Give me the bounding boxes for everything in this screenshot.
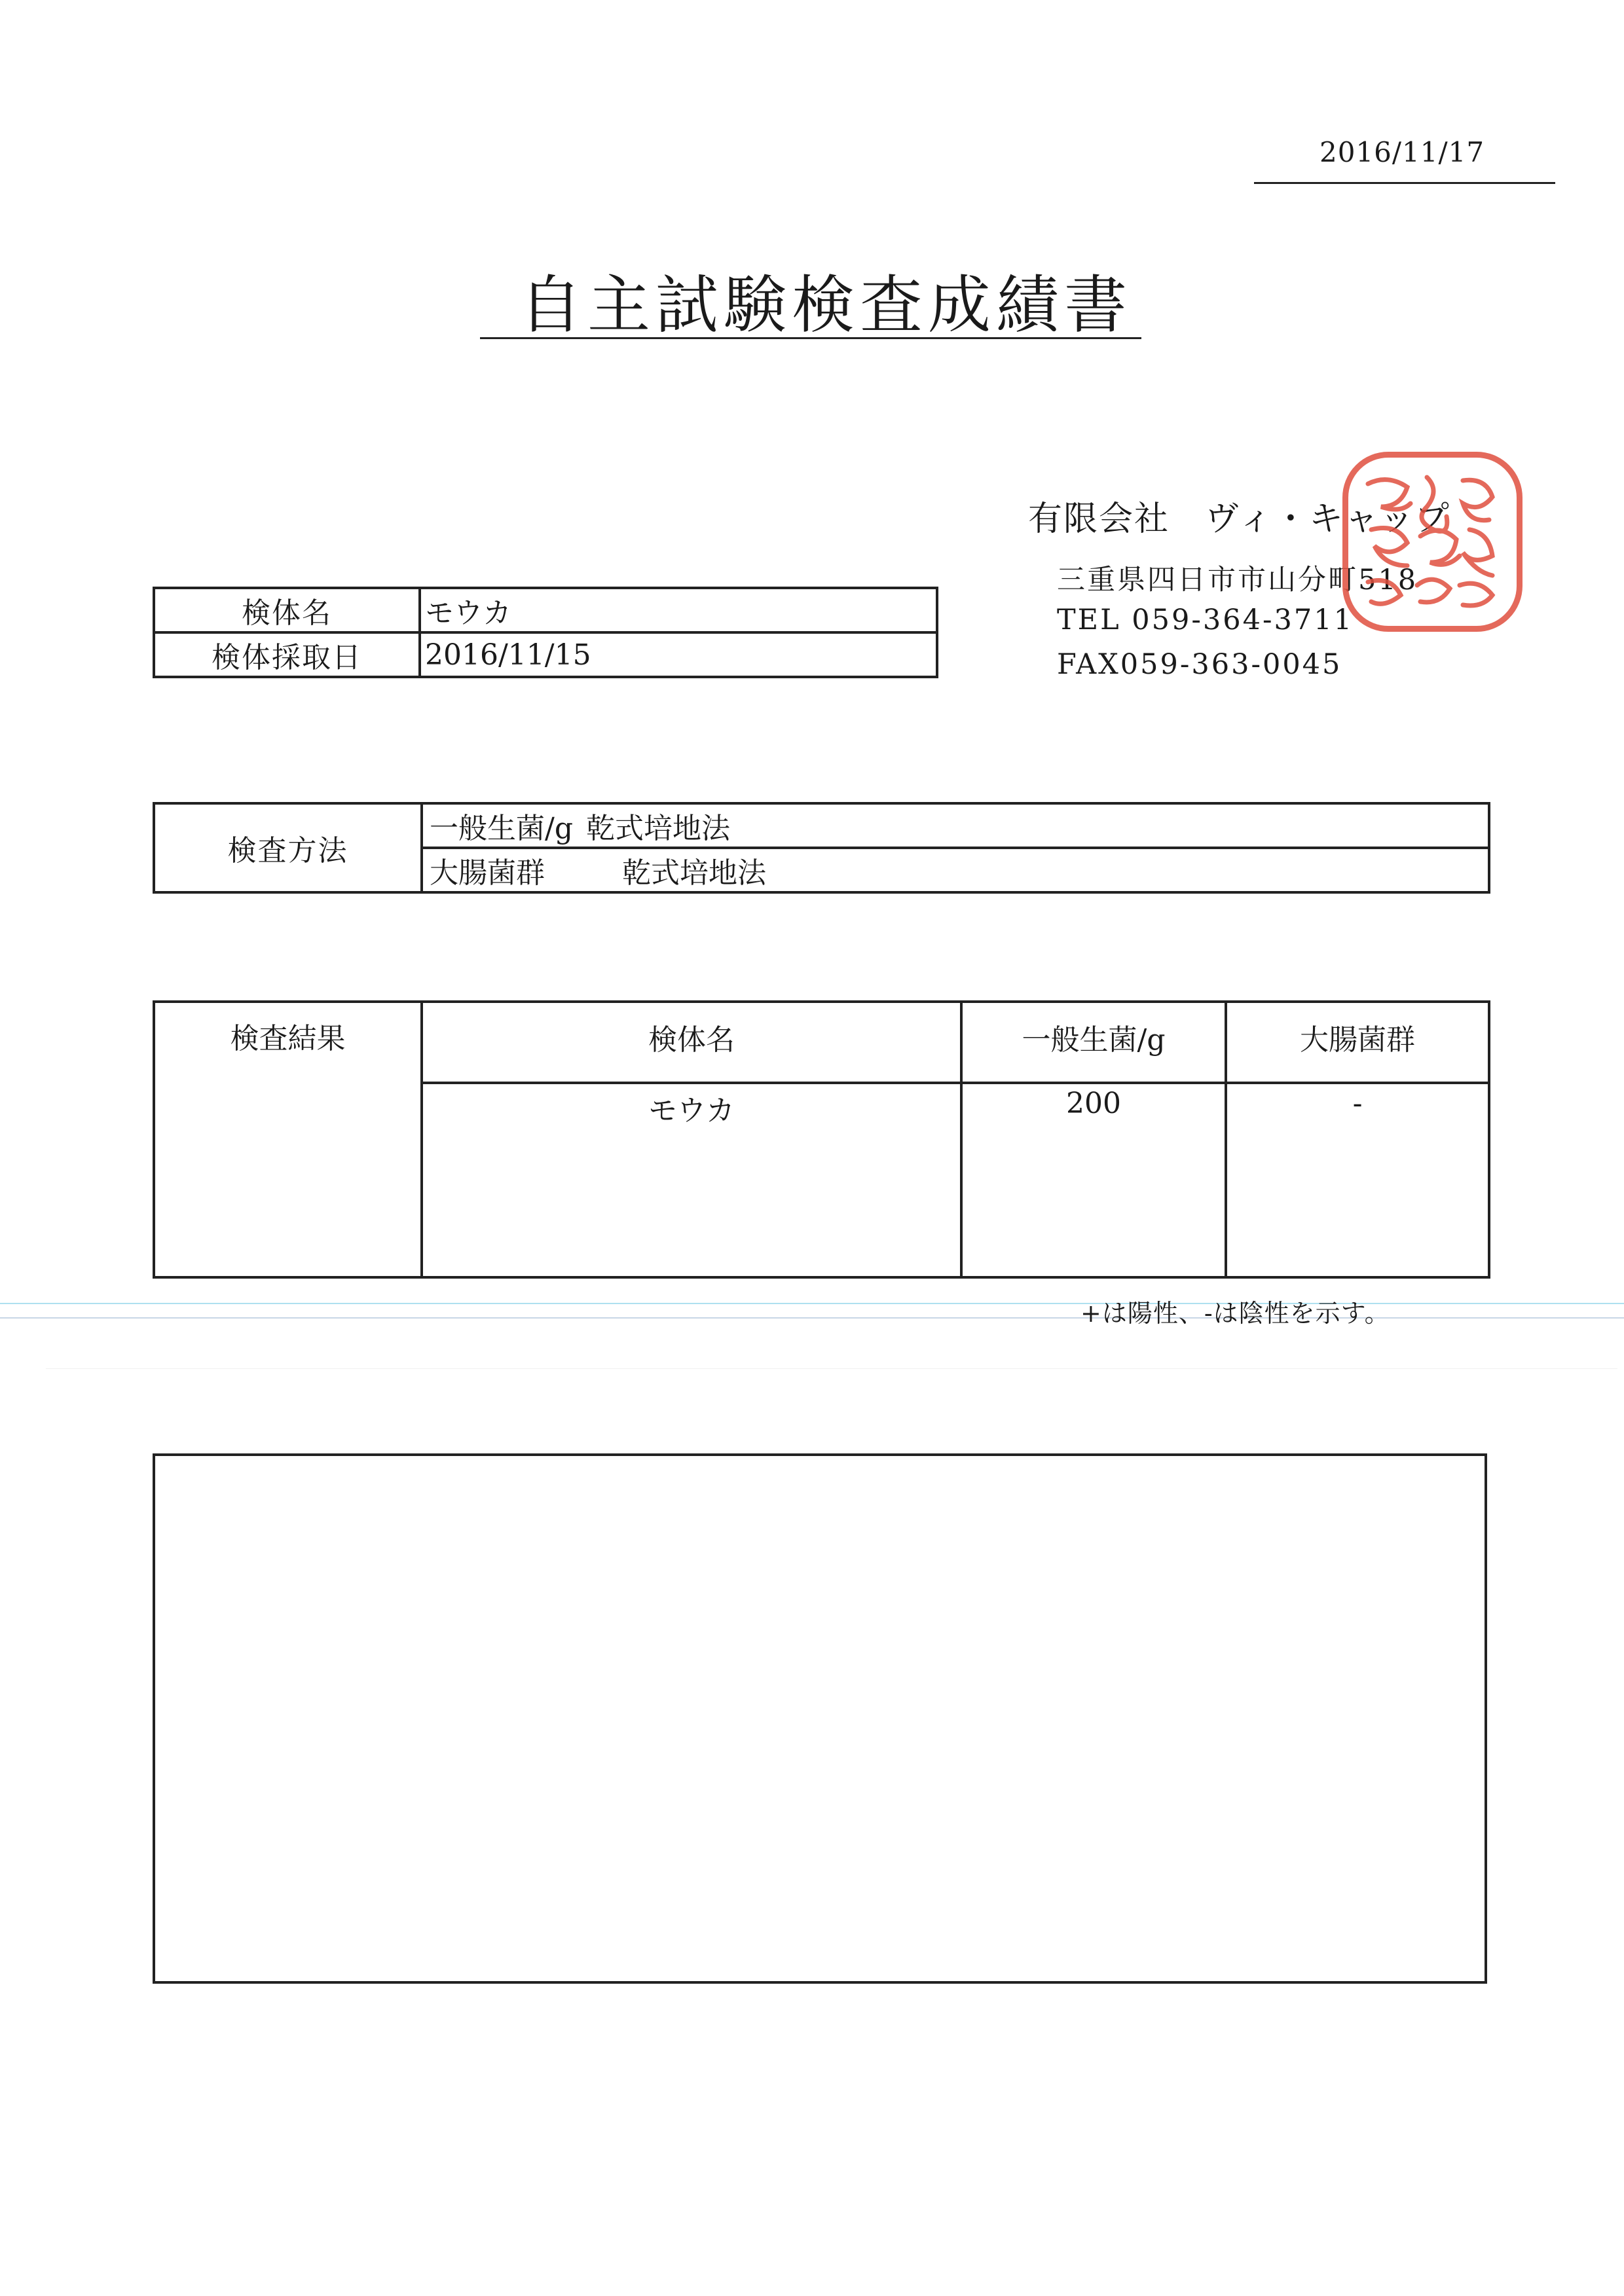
result-header-general-bacteria: 一般生菌/g [961,1002,1226,1083]
method-item-procedure: 乾式培地法 [586,812,730,845]
remarks-box [153,1453,1487,1984]
company-name: 有限会社 ヴィ・キャップ [1028,500,1450,539]
method-item-name: 一般生菌/g [430,812,573,845]
sample-name-value: モウカ [420,588,937,632]
seal-icon [1348,458,1517,626]
sample-name-label: 検体名 [154,588,420,632]
company-tel: TEL 059-364-3711 [1057,604,1354,636]
issue-date-text: 2016/11/17 [1320,136,1485,168]
method-item [422,803,1489,848]
result-coliform-value: - [1226,1083,1489,1277]
method-item-name: 大腸菌群 [430,856,545,890]
result-header-coliform: 大腸菌群 [1226,1002,1489,1083]
sample-info-table [153,587,938,678]
sample-name-row [154,588,937,632]
scan-artifact-line [46,1368,1617,1369]
company-fax: FAX059-363-0045 [1057,648,1342,681]
method-label: 検査方法 [154,803,422,892]
result-legend-note: +は陽性、-は陰性を示す。 [1080,1299,1390,1328]
test-result-table [153,1000,1490,1279]
result-header-row [154,1002,1489,1083]
document-title-text: 自主試験検査成績書 [519,268,1132,342]
issue-date [1254,131,1555,184]
company-address: 三重県四日市市山分町518 [1057,564,1418,596]
sample-date-row [154,632,937,677]
method-row [154,803,1489,848]
test-method-table [153,802,1490,894]
method-item [422,848,1489,892]
method-item-procedure: 乾式培地法 [622,856,766,890]
sample-date-value: 2016/11/15 [420,632,937,677]
sample-date-label: 検体採取日 [154,632,420,677]
result-label: 検査結果 [154,1002,422,1277]
result-header-sample: 検体名 [422,1002,961,1083]
document-title [480,242,1141,342]
result-general-bacteria-value: 200 [961,1083,1226,1277]
result-sample-name: モウカ [422,1083,961,1277]
company-seal-stamp [1342,452,1522,632]
